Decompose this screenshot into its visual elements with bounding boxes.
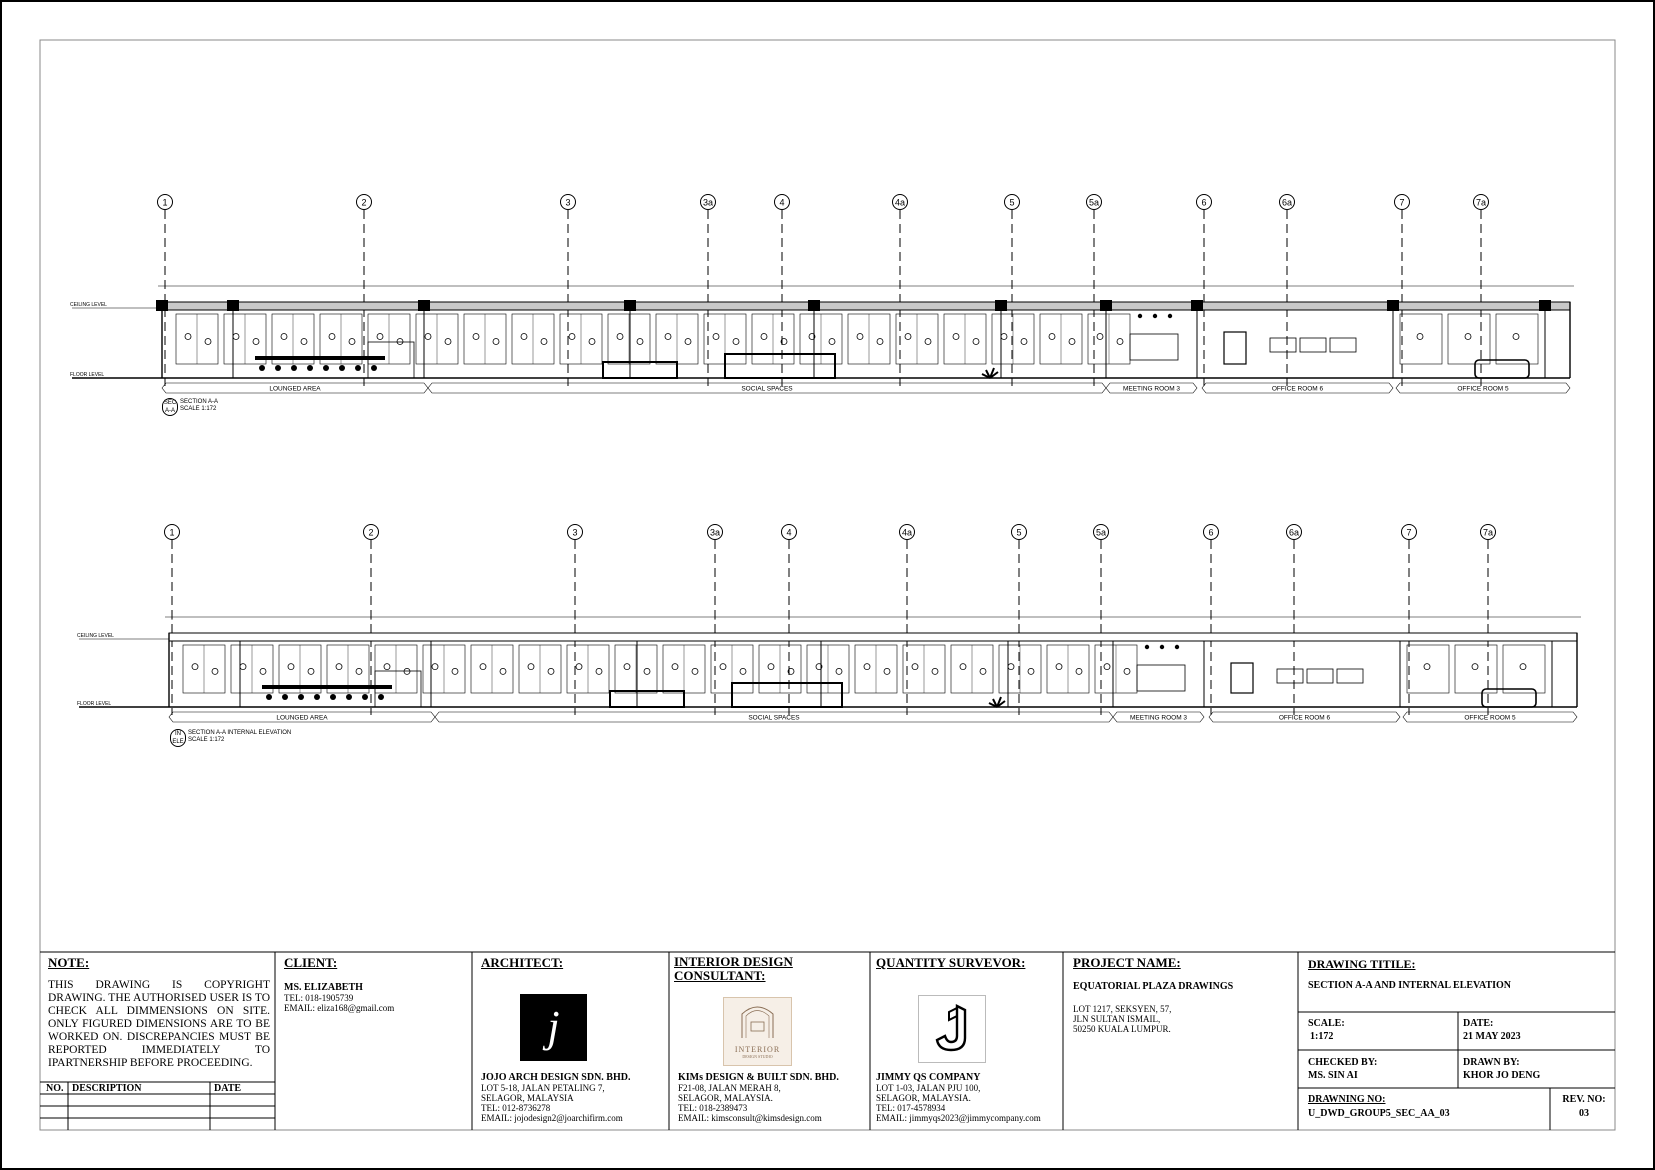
drawing-number-value: U_DWD_GROUP5_SEC_AA_03 bbox=[1308, 1108, 1450, 1119]
bar-stool bbox=[346, 694, 352, 700]
light-fixture bbox=[912, 664, 918, 670]
zone-label: LOUNGED AREA bbox=[269, 385, 321, 393]
light-fixture bbox=[301, 339, 307, 345]
gridline-label: 7 bbox=[1406, 527, 1412, 538]
interior-email: EMAIL: kimsconsult@kimsdesign.com bbox=[678, 1113, 822, 1123]
checked-label: CHECKED BY: bbox=[1308, 1057, 1378, 1068]
light-fixture bbox=[1117, 339, 1123, 345]
light-fixture bbox=[445, 339, 451, 345]
light-fixture bbox=[1001, 334, 1007, 340]
qs-email: EMAIL: jimmyqs2023@jimmycompany.com bbox=[876, 1113, 1041, 1123]
light-fixture bbox=[356, 668, 362, 674]
light-fixture bbox=[685, 339, 691, 345]
gridline-label: 5 bbox=[1009, 197, 1015, 208]
gridline-label: 3a bbox=[702, 197, 714, 208]
bar-stool bbox=[307, 365, 313, 371]
light-fixture bbox=[884, 668, 890, 674]
light-fixture bbox=[397, 339, 403, 345]
column-head bbox=[624, 300, 636, 311]
gridline-label: 7 bbox=[1399, 197, 1405, 208]
light-fixture bbox=[253, 339, 259, 345]
light-fixture bbox=[864, 664, 870, 670]
light-fixture bbox=[589, 339, 595, 345]
section-caption bbox=[180, 399, 218, 413]
light-fixture bbox=[432, 664, 438, 670]
scale-value: 1:172 bbox=[1310, 1031, 1334, 1042]
drawing-number-label: DRAWNING NO: bbox=[1308, 1094, 1386, 1105]
pendant-light bbox=[1160, 645, 1164, 649]
gridline-label: 6a bbox=[1288, 527, 1300, 538]
section-tag-top: SEC bbox=[163, 400, 177, 406]
date-cell bbox=[1463, 1017, 1521, 1043]
revision-col-date: DATE bbox=[214, 1083, 242, 1094]
column-head bbox=[156, 300, 168, 311]
zone-label: LOUNGED AREA bbox=[276, 714, 328, 722]
light-fixture bbox=[925, 339, 931, 345]
light-fixture bbox=[720, 664, 726, 670]
interior-addr1: F21-08, JALAN MERAH 8, bbox=[678, 1083, 781, 1093]
elevation-tag-bottom: ELE bbox=[172, 739, 184, 745]
door bbox=[1224, 332, 1246, 364]
zone-label: OFFICE ROOM 6 bbox=[1278, 714, 1331, 722]
client-tel: TEL: 018-1905739 bbox=[284, 993, 354, 1003]
pendant-light bbox=[1138, 314, 1142, 318]
light-fixture bbox=[205, 339, 211, 345]
scale-cell bbox=[1308, 1017, 1345, 1043]
architect-addr1: LOT 5-18, JALAN PETALING 7, bbox=[481, 1083, 605, 1093]
elevation-title: SECTION A-A INTERNAL ELEVATION bbox=[188, 730, 292, 736]
column-head bbox=[808, 300, 820, 311]
light-fixture bbox=[384, 664, 390, 670]
drawn-cell bbox=[1463, 1056, 1540, 1082]
project-panel bbox=[1073, 955, 1295, 1034]
light-fixture bbox=[192, 664, 198, 670]
light-fixture bbox=[932, 668, 938, 674]
section-a-a-internal-elevation bbox=[77, 525, 1581, 723]
table bbox=[603, 362, 677, 378]
light-fixture bbox=[281, 334, 287, 340]
section-tag-bottom: A-A bbox=[164, 408, 175, 414]
light-fixture bbox=[672, 664, 678, 670]
project-addr3: 50250 KUALA LUMPUR. bbox=[1073, 1024, 1171, 1034]
light-fixture bbox=[596, 668, 602, 674]
qs-heading: QUANTITY SURVEVOR: bbox=[876, 955, 1026, 970]
door bbox=[1231, 663, 1253, 693]
light-fixture bbox=[836, 668, 842, 674]
light-fixture bbox=[1104, 664, 1110, 670]
zone-label: SOCIAL SPACES bbox=[748, 714, 800, 722]
light-fixture bbox=[521, 334, 527, 340]
ceiling-level-label: CEILING LEVEL bbox=[70, 302, 107, 308]
gridline-label: 6 bbox=[1201, 197, 1207, 208]
light-fixture bbox=[740, 668, 746, 674]
gridline-label: 4 bbox=[779, 197, 785, 208]
drawn-label: DRAWN BY: bbox=[1463, 1057, 1520, 1068]
light-fixture bbox=[1021, 339, 1027, 345]
light-fixture bbox=[1056, 664, 1062, 670]
drawing-title-panel bbox=[1308, 957, 1608, 991]
light-fixture bbox=[768, 664, 774, 670]
light-fixture bbox=[1008, 664, 1014, 670]
interior-logo-mark bbox=[724, 998, 791, 1040]
gridline-label: 3 bbox=[572, 527, 578, 538]
column-head bbox=[227, 300, 239, 311]
floor-level-label: FLOOR LEVEL bbox=[77, 701, 112, 707]
section-title: SECTION A-A bbox=[180, 399, 219, 405]
architect-logo bbox=[520, 994, 587, 1061]
light-fixture bbox=[377, 334, 383, 340]
gridline-label: 3 bbox=[565, 197, 571, 208]
interior-company: KIMs DESIGN & BUILT SDN. BHD. bbox=[678, 1072, 839, 1083]
gridline-label: 1 bbox=[162, 197, 168, 208]
light-fixture bbox=[980, 668, 986, 674]
zone-label: MEETING ROOM 3 bbox=[1129, 714, 1188, 722]
table bbox=[610, 691, 684, 707]
architect-logo-letter: j bbox=[547, 1002, 560, 1051]
bar-stool bbox=[371, 365, 377, 371]
light-fixture bbox=[1424, 664, 1430, 670]
sofa bbox=[1475, 360, 1529, 378]
architect-company: JOJO ARCH DESIGN SDN. BHD. bbox=[481, 1072, 631, 1083]
checked-value: MS. SIN AI bbox=[1308, 1070, 1358, 1081]
light-fixture bbox=[761, 334, 767, 340]
gridline-label: 2 bbox=[368, 527, 374, 538]
zone-label: MEETING ROOM 3 bbox=[1122, 385, 1181, 393]
architect-heading: ARCHITECT: bbox=[481, 955, 564, 970]
column-head bbox=[1100, 300, 1112, 311]
interior-addr2: SELAGOR, MALAYSIA. bbox=[678, 1093, 773, 1103]
architect-details bbox=[481, 1072, 666, 1123]
drawing-title-heading: DRAWING TITILE: bbox=[1308, 957, 1416, 971]
drawing-title: SECTION A-A AND INTERNAL ELEVATION bbox=[1308, 980, 1512, 991]
light-fixture bbox=[637, 339, 643, 345]
light-fixture bbox=[1465, 334, 1471, 340]
gridline-label: 1 bbox=[169, 527, 175, 538]
bar-stool bbox=[259, 365, 265, 371]
revision-col-description: DESCRIPTION bbox=[72, 1083, 142, 1094]
light-fixture bbox=[452, 668, 458, 674]
bar-counter bbox=[255, 356, 385, 360]
light-fixture bbox=[1049, 334, 1055, 340]
gridline-label: 7a bbox=[1482, 527, 1494, 538]
light-fixture bbox=[240, 664, 246, 670]
light-fixture bbox=[1472, 664, 1478, 670]
window bbox=[1337, 669, 1363, 683]
interior-heading-1: INTERIOR DESIGN bbox=[674, 954, 793, 969]
elevation-scale: SCALE 1:172 bbox=[188, 737, 225, 743]
light-fixture bbox=[548, 668, 554, 674]
light-fixture bbox=[1520, 664, 1526, 670]
window bbox=[1270, 338, 1296, 352]
project-addr2: JLN SULTAN ISMAIL, bbox=[1073, 1014, 1161, 1024]
zone-label: OFFICE ROOM 6 bbox=[1271, 385, 1324, 393]
note-text: THIS DRAWING IS COPYRIGHT DRAWING. THE AUTHORISED USER IS TO CHECK ALL DIMMENSIONS ON SITE. ONLY FIGURED DIMENSIONS ARE TO BE WORKED ON. DISCREPANCIES MUST BE REPORTED IMMEDIATELY TO IPARTNERSHIP BEFORE PROCEEDING. bbox=[48, 979, 270, 1069]
elevation-tag-top: IN bbox=[175, 731, 181, 737]
bar-stool bbox=[275, 365, 281, 371]
pendant-light bbox=[1153, 314, 1157, 318]
scale-label: SCALE: bbox=[1308, 1018, 1345, 1029]
qs-addr1: LOT 1-03, JALAN PJU 100, bbox=[876, 1083, 981, 1093]
gridline-label: 5a bbox=[1088, 197, 1100, 208]
light-fixture bbox=[425, 334, 431, 340]
qs-logo-mark bbox=[919, 996, 985, 1062]
interior-logo-sub: DESIGN STUDIO bbox=[742, 1054, 773, 1059]
light-fixture bbox=[829, 339, 835, 345]
light-fixture bbox=[960, 664, 966, 670]
light-fixture bbox=[576, 664, 582, 670]
light-fixture bbox=[713, 334, 719, 340]
floor-level-label: FLOOR LEVEL bbox=[70, 372, 105, 378]
light-fixture bbox=[733, 339, 739, 345]
drawn-value: KHOR JO DENG bbox=[1463, 1070, 1541, 1081]
light-fixture bbox=[877, 339, 883, 345]
interior-panel bbox=[674, 955, 867, 983]
light-fixture bbox=[692, 668, 698, 674]
bar-counter bbox=[262, 685, 392, 689]
column-head bbox=[1539, 300, 1551, 311]
elevation-caption bbox=[188, 730, 291, 744]
light-fixture bbox=[336, 664, 342, 670]
elevation-tag bbox=[170, 729, 186, 747]
plant bbox=[989, 697, 1005, 707]
ceiling-slab bbox=[162, 302, 1570, 310]
bar-stool bbox=[291, 365, 297, 371]
client-panel bbox=[284, 955, 469, 1013]
revision-cell bbox=[1557, 1093, 1611, 1121]
bar-stool bbox=[339, 365, 345, 371]
reception-counter bbox=[725, 354, 835, 378]
bar-stool bbox=[282, 694, 288, 700]
gridline-label: 5 bbox=[1016, 527, 1022, 538]
pendant-light bbox=[1145, 645, 1149, 649]
light-fixture bbox=[1069, 339, 1075, 345]
qs-addr2: SELAGOR, MALAYSIA. bbox=[876, 1093, 971, 1103]
pendant-light bbox=[1175, 645, 1179, 649]
zone-label: OFFICE ROOM 5 bbox=[1457, 385, 1509, 393]
bar-stool bbox=[378, 694, 384, 700]
light-fixture bbox=[617, 334, 623, 340]
client-email: EMAIL: eliza168@gmail.com bbox=[284, 1003, 395, 1013]
section-scale: SCALE 1:172 bbox=[180, 406, 217, 412]
architect-email: EMAIL: jojodesign2@joarchifirm.com bbox=[481, 1113, 623, 1123]
window bbox=[1330, 338, 1356, 352]
date-label: DATE: bbox=[1463, 1018, 1494, 1029]
window bbox=[1307, 669, 1333, 683]
gridline-label: 2 bbox=[361, 197, 367, 208]
whiteboard bbox=[1130, 334, 1178, 360]
qs-logo bbox=[918, 995, 986, 1063]
light-fixture bbox=[260, 668, 266, 674]
light-fixture bbox=[480, 664, 486, 670]
architect-panel bbox=[481, 955, 666, 971]
architect-addr2: SELAGOR, MALAYSIA bbox=[481, 1093, 574, 1103]
section-tag bbox=[162, 398, 178, 416]
light-fixture bbox=[404, 668, 410, 674]
client-name: MS. ELIZABETH bbox=[284, 982, 363, 993]
window bbox=[1277, 669, 1303, 683]
column-head bbox=[995, 300, 1007, 311]
light-fixture bbox=[1417, 334, 1423, 340]
reception-counter bbox=[732, 683, 842, 707]
light-fixture bbox=[1513, 334, 1519, 340]
light-fixture bbox=[500, 668, 506, 674]
interior-tel: TEL: 018-2389473 bbox=[678, 1103, 748, 1113]
architect-tel: TEL: 012-8736278 bbox=[481, 1103, 551, 1113]
window bbox=[1300, 338, 1326, 352]
gridline-label: 6a bbox=[1281, 197, 1293, 208]
light-fixture bbox=[288, 664, 294, 670]
bar-stool bbox=[355, 365, 361, 371]
project-addr1: LOT 1217, SEKSYEN, 57, bbox=[1073, 1004, 1172, 1014]
column-head bbox=[1191, 300, 1203, 311]
column-head bbox=[418, 300, 430, 311]
light-fixture bbox=[349, 339, 355, 345]
gridline-label: 3a bbox=[709, 527, 721, 538]
light-fixture bbox=[644, 668, 650, 674]
plant bbox=[982, 368, 998, 378]
light-fixture bbox=[233, 334, 239, 340]
light-fixture bbox=[473, 334, 479, 340]
column-head bbox=[1387, 300, 1399, 311]
interior-details bbox=[678, 1072, 868, 1123]
checked-cell bbox=[1308, 1056, 1377, 1082]
light-fixture bbox=[1028, 668, 1034, 674]
bar-stool bbox=[362, 694, 368, 700]
light-fixture bbox=[541, 339, 547, 345]
interior-logo-text: INTERIOR bbox=[734, 1045, 781, 1054]
light-fixture bbox=[624, 664, 630, 670]
interior-logo bbox=[723, 997, 792, 1066]
light-fixture bbox=[857, 334, 863, 340]
zone-label: OFFICE ROOM 5 bbox=[1464, 714, 1516, 722]
date-value: 21 MAY 2023 bbox=[1463, 1031, 1521, 1042]
light-fixture bbox=[905, 334, 911, 340]
sofa bbox=[1482, 689, 1536, 707]
revision-col-no: NO. bbox=[46, 1083, 64, 1094]
light-fixture bbox=[329, 334, 335, 340]
project-name: EQUATORIAL PLAZA DRAWINGS bbox=[1073, 981, 1234, 992]
note-heading: NOTE: bbox=[48, 955, 90, 970]
revision-value: 03 bbox=[1579, 1108, 1589, 1119]
qs-tel: TEL: 017-4578934 bbox=[876, 1103, 946, 1113]
light-fixture bbox=[1097, 334, 1103, 340]
section-a-a bbox=[70, 195, 1574, 394]
light-fixture bbox=[973, 339, 979, 345]
gridline-label: 6 bbox=[1208, 527, 1214, 538]
project-heading: PROJECT NAME: bbox=[1073, 955, 1181, 970]
light-fixture bbox=[953, 334, 959, 340]
qs-details bbox=[876, 1072, 1061, 1123]
light-fixture bbox=[1076, 668, 1082, 674]
gridline-label: 4 bbox=[786, 527, 792, 538]
light-fixture bbox=[308, 668, 314, 674]
bar-stool bbox=[266, 694, 272, 700]
light-fixture bbox=[528, 664, 534, 670]
drawing-number-cell bbox=[1308, 1093, 1450, 1121]
light-fixture bbox=[185, 334, 191, 340]
qs-panel bbox=[876, 955, 1061, 971]
gridline-label: 4a bbox=[894, 197, 906, 208]
bar-stool bbox=[330, 694, 336, 700]
light-fixture bbox=[493, 339, 499, 345]
bar-stool bbox=[323, 365, 329, 371]
bar-stool bbox=[314, 694, 320, 700]
gridline-label: 5a bbox=[1095, 527, 1107, 538]
light-fixture bbox=[665, 334, 671, 340]
ceiling-slab bbox=[169, 633, 1577, 641]
whiteboard bbox=[1137, 665, 1185, 691]
note-panel bbox=[48, 955, 270, 1070]
gridline-label: 4a bbox=[901, 527, 913, 538]
gridline-label: 7a bbox=[1475, 197, 1487, 208]
client-heading: CLIENT: bbox=[284, 955, 338, 970]
ceiling-level-label: CEILING LEVEL bbox=[77, 633, 114, 639]
interior-heading-2: CONSULTANT: bbox=[674, 968, 766, 983]
pendant-light bbox=[1168, 314, 1172, 318]
zone-label: SOCIAL SPACES bbox=[741, 385, 793, 393]
qs-company: JIMMY QS COMPANY bbox=[876, 1072, 981, 1083]
light-fixture bbox=[212, 668, 218, 674]
light-fixture bbox=[569, 334, 575, 340]
revision-label: REV. NO: bbox=[1562, 1094, 1606, 1105]
light-fixture bbox=[1124, 668, 1130, 674]
bar-stool bbox=[298, 694, 304, 700]
